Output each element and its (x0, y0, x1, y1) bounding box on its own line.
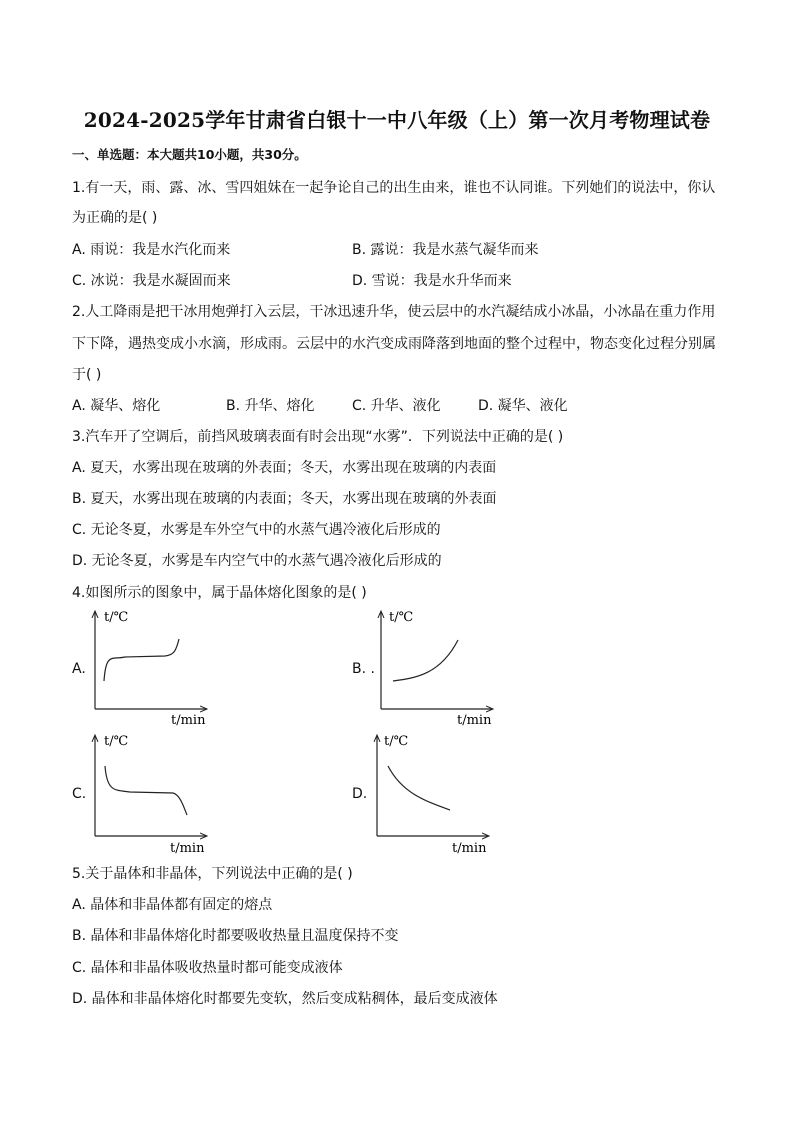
q4-option-d-label: D. (352, 786, 368, 802)
q5-option-a: A. 晶体和非晶体都有固定的熔点 (72, 897, 273, 913)
q5-option-d: D. 晶体和非晶体熔化时都要先变软，然后变成粘稠体，最后变成液体 (72, 991, 498, 1007)
q4-graph-d (377, 734, 488, 856)
q3-option-b: B. 夏天，水雾出现在玻璃的内表面；冬天，水雾出现在玻璃的外表面 (72, 491, 497, 507)
y-axis-label: t/℃ (104, 734, 129, 749)
q2-stem-line3: 于( ) (72, 367, 102, 383)
y-axis-label: t/℃ (389, 610, 414, 625)
q5-stem: 5.关于晶体和非晶体，下列说法中正确的是( ) (72, 866, 353, 882)
curve-c (105, 766, 187, 815)
q5-option-c: C. 晶体和非晶体吸收热量时都可能变成液体 (72, 960, 343, 976)
q4-option-a-label: A. (72, 661, 86, 677)
q2-stem-line1: 2.人工降雨是把干冰用炮弹打入云层，干冰迅速升华，使云层中的水汽凝结成小冰晶，小冰晶在重力作用 (72, 304, 716, 320)
x-axis-label: t/min (457, 713, 492, 728)
curve-a (104, 639, 179, 681)
x-axis-label: t/min (171, 713, 206, 728)
q4-option-c-label: C. (72, 786, 87, 802)
q1-option-d: D. 雪说：我是水升华而来 (352, 273, 512, 289)
q1-option-a: A. 雨说：我是水汽化而来 (72, 242, 231, 258)
q5-option-b: B. 晶体和非晶体熔化时都要吸收热量且温度保持不变 (72, 928, 399, 944)
q4-graph-c (95, 734, 206, 856)
q3-option-c: C. 无论冬夏，水雾是车外空气中的水蒸气遇冷液化后形成的 (72, 522, 441, 538)
q3-stem: 3.汽车开了空调后，前挡风玻璃表面有时会出现“水雾”．下列说法中正确的是( ) (72, 429, 564, 445)
y-axis-label: t/℃ (104, 610, 129, 625)
q2-option-a: A. 凝华、熔化 (72, 398, 161, 414)
curve-b (393, 640, 458, 681)
q2-option-b: B. 升华、熔化 (226, 398, 315, 414)
q1-option-c: C. 冰说：我是水凝固而来 (72, 273, 231, 289)
x-axis-label: t/min (452, 841, 487, 856)
section-heading: 一、单选题：本大题共10小题，共30分。 (72, 147, 307, 162)
q4-stem: 4.如图所示的图象中，属于晶体熔化图象的是( ) (72, 585, 367, 601)
q2-stem-line2: 下下降，遇热变成小水滴，形成雨。云层中的水汽变成雨降落到地面的整个过程中，物态变化过程分别属 (72, 336, 716, 352)
y-axis-label: t/℃ (384, 734, 409, 749)
x-axis-label: t/min (170, 841, 205, 856)
q2-option-c: C. 升华、液化 (352, 398, 441, 414)
q3-option-d: D. 无论冬夏，水雾是车内空气中的水蒸气遇冷液化后形成的 (72, 553, 442, 569)
q1-option-b: B. 露说：我是水蒸气凝华而来 (352, 242, 539, 258)
q1-stem-line1: 1.有一天，雨、露、冰、雪四姐妹在一起争论自己的出生由来，谁也不认同谁。下列她们的说法中，你认 (72, 180, 716, 196)
q4-graph-b (381, 610, 492, 728)
q3-option-a: A. 夏天，水雾出现在玻璃的外表面；冬天，水雾出现在玻璃的内表面 (72, 460, 497, 476)
exam-title: 2024-2025学年甘肃省白银十一中八年级（上）第一次月考物理试卷 (83, 108, 711, 132)
q4-graph-a (95, 610, 206, 728)
q1-stem-line2: 为正确的是( ) (72, 210, 158, 226)
curve-d (388, 766, 450, 810)
q2-option-d: D. 凝华、液化 (478, 398, 568, 414)
q4-option-b-label: B. . (352, 661, 375, 677)
